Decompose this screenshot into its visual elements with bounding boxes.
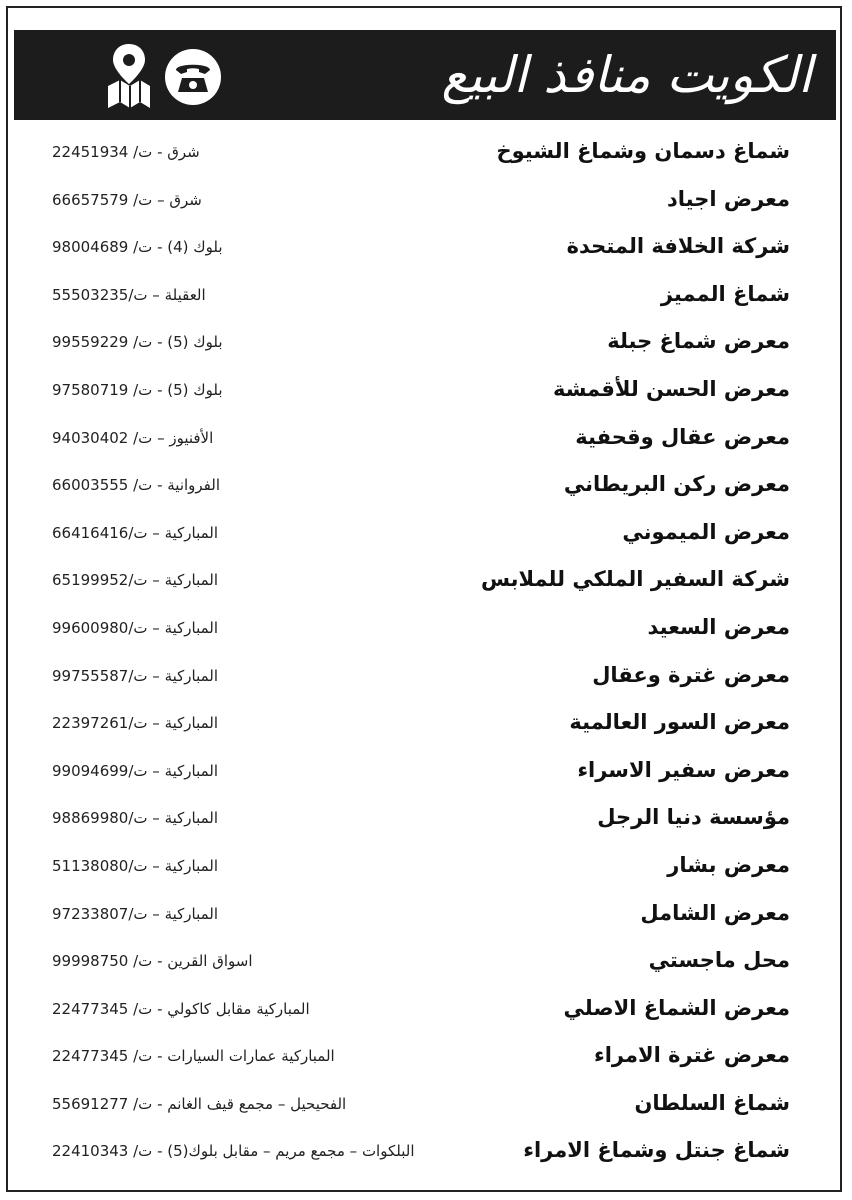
outlet-name: شماغ السلطان	[634, 1090, 790, 1115]
outlet-name: معرض ركن البريطاني	[563, 472, 790, 497]
outlet-name: معرض السور العالمية	[569, 710, 790, 735]
outlet-name: شركة الخلافة المتحدة	[566, 234, 790, 259]
outlet-name: معرض الشامل	[640, 900, 790, 925]
outlet-address: العقيلة – ت/55503235	[52, 285, 206, 304]
list-item	[0, 754, 852, 802]
outlet-name: معرض الشماغ الاصلي	[563, 995, 790, 1020]
outlet-name: شماغ المميز	[660, 281, 790, 306]
outlet-name: معرض شماغ جبلة	[607, 329, 790, 354]
outlet-name: معرض الحسن للأقمشة	[552, 376, 790, 401]
list-item	[0, 230, 852, 278]
outlet-address: البلكوات – مجمع مريم – مقابل بلوك(5) - ت/ 22410343	[52, 1142, 415, 1161]
outlet-address: الفروانية - ت/ 66003555	[52, 476, 221, 495]
outlet-name: شماغ دسمان وشماغ الشيوخ	[496, 139, 790, 163]
outlet-address: المباركية عمارات السيارات - ت/ 22477345	[52, 1047, 335, 1066]
list-item	[0, 183, 852, 231]
outlet-address: بلوك (5) - ت/ 99559229	[52, 333, 223, 352]
outlet-address: المباركية – ت/97233807	[52, 904, 219, 923]
list-item	[0, 1087, 852, 1135]
list-item	[0, 992, 852, 1040]
outlet-address: المباركية – ت/22397261	[52, 714, 219, 733]
outlet-name: معرض اجياد	[666, 186, 790, 211]
outlet-name: معرض السعيد	[647, 614, 790, 639]
outlet-name: معرض الميموني	[622, 519, 790, 544]
outlet-address: بلوك (4) - ت/ 98004689	[52, 238, 223, 257]
header-banner	[14, 30, 836, 120]
outlet-address: الفحيحيل – مجمع قيف الغانم - ت/ 55691277	[52, 1094, 347, 1113]
outlet-name: معرض غترة الامراء	[593, 1043, 790, 1068]
outlet-address: شرق - ت/ 22451934	[52, 143, 200, 161]
list-item	[0, 849, 852, 897]
list-item	[0, 897, 852, 945]
list-item	[0, 373, 852, 421]
list-item	[0, 706, 852, 754]
outlet-name: شماغ جنتل وشماغ الامراء	[523, 1138, 790, 1163]
outlet-address: المباركية – ت/99600980	[52, 618, 219, 637]
outlet-name: محل ماجستي	[648, 948, 790, 973]
outlet-address: المباركية – ت/65199952	[52, 571, 219, 590]
outlet-address: المباركية – ت/66416416	[52, 523, 219, 542]
outlet-name: شركة السفير الملكي للملابس	[480, 567, 790, 592]
outlet-list	[0, 135, 852, 1182]
list-item	[0, 611, 852, 659]
outlet-address: المباركية – ت/99094699	[52, 761, 219, 780]
telephone-icon	[164, 48, 222, 106]
outlet-address: المباركية – ت/99755587	[52, 666, 219, 685]
outlet-address: اسواق القرين - ت/ 99998750	[52, 952, 253, 971]
page-title: الكويت منافذ البيع	[441, 46, 812, 104]
list-item	[0, 659, 852, 707]
outlet-name: معرض سفير الاسراء	[577, 757, 790, 782]
outlet-address: المباركية – ت/98869980	[52, 809, 219, 828]
outlet-address: المباركية – ت/51138080	[52, 856, 219, 875]
outlet-name: معرض غترة وعقال	[592, 662, 790, 687]
outlet-name: معرض عقال وقحفية	[575, 424, 790, 449]
outlet-address: بلوك (5) - ت/ 97580719	[52, 380, 223, 399]
list-item	[0, 1039, 852, 1087]
list-item	[0, 801, 852, 849]
list-item	[0, 516, 852, 564]
outlet-address: الأفنيوز – ت/ 94030402	[52, 428, 214, 447]
list-item	[0, 944, 852, 992]
list-item	[0, 135, 852, 183]
outlet-address: المباركية مقابل كاكولي - ت/ 22477345	[52, 999, 310, 1018]
list-item	[0, 1134, 852, 1182]
list-item	[0, 468, 852, 516]
outlet-name: مؤسسة دنيا الرجل	[597, 805, 790, 830]
outlet-name: معرض بشار	[667, 852, 790, 877]
list-item	[0, 421, 852, 469]
list-item	[0, 325, 852, 373]
outlet-address: شرق – ت/ 66657579	[52, 190, 202, 209]
list-item	[0, 563, 852, 611]
list-item	[0, 278, 852, 326]
map-location-icon	[104, 42, 154, 112]
